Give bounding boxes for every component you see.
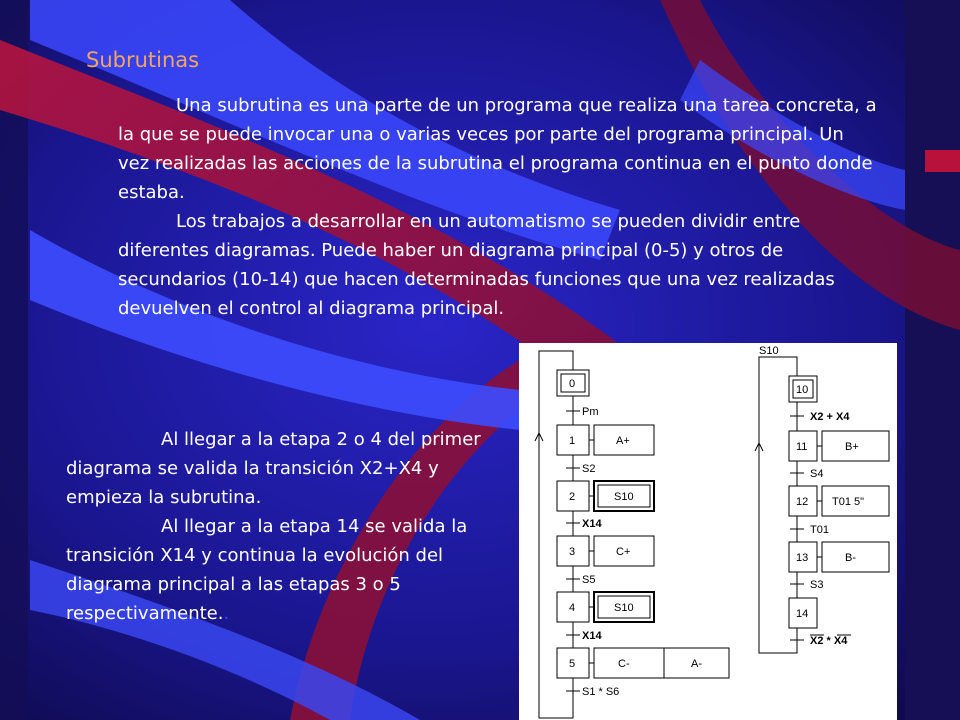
transition-t01: T01 [810,524,829,536]
action-label-s10-2: S10 [614,602,634,614]
transition-x14-1: X14 [582,518,602,530]
right-stripe [905,0,960,720]
step-label-5: 5 [569,658,576,670]
step-label-13: 13 [796,552,809,564]
step-label-1: 1 [569,435,576,447]
action-label-b-plus: B+ [845,441,859,453]
transition-not-x2-x4: X2 * X4 [810,635,848,647]
action-label-c-plus: C+ [616,546,631,558]
action-label-t01: T01 5" [832,496,865,508]
explanation-sentence-1: Al llegar a la etapa 2 o 4 del primer diagrama se valida la transición X2+X4 y empieza la subrutina. [66,429,481,508]
transition-s1-s6: S1 * S6 [582,686,620,698]
transition-s2: S2 [582,463,596,475]
intro-sentence-1: Una subrutina es una parte de un programa que realiza una tarea concreta, a la que se puede invocar una o varias veces por parte del programa principal. Un vez realizadas las acciones de la subrutina el programa continua en el punto donde estaba. [118,95,877,203]
step-label-11: 11 [796,441,808,453]
transition-s3: S3 [810,579,824,591]
trailing-dot: . [223,603,230,624]
transition-pm: Pm [582,406,599,418]
grafcet-diagram [519,343,897,720]
action-label-c-minus: C- [618,658,630,670]
step-label-3: 3 [569,546,576,558]
step-label-10: 10 [796,384,809,396]
action-label-b-minus: B- [845,552,856,564]
step-label-4: 4 [569,602,576,614]
action-label-a-minus: A- [691,658,702,670]
action-label-a-plus: A+ [616,435,630,447]
transition-x14-2: X14 [582,630,602,642]
step-label-2: 2 [569,491,576,503]
red-tab [925,150,960,172]
transition-s5: S5 [582,574,596,586]
intro-paragraph [118,91,878,323]
intro-sentence-2: Los trabajos a desarrollar en un automatismo se pueden dividir entre diferentes diagramas. Puede haber un diagrama principal (0-5) y otros de secundarios (10-14) que hacen determinadas funciones que una vez realizadas devuelven el control al diagrama principal. [118,211,835,319]
explanation-paragraph [66,425,506,628]
transition-s4: S4 [810,468,824,480]
action-label-s10-1: S10 [614,491,634,503]
slide-title: Subrutinas [86,48,200,72]
transition-x2-x4: X2 + X4 [810,411,850,423]
explanation-sentence-2: Al llegar a la etapa 14 se valida la transición X14 y continua la evolución del diagrama principal a las etapas 3 o 5 respectivamente. [66,516,468,624]
step-label-14: 14 [796,608,809,620]
step-label-0: 0 [569,378,576,390]
step-label-12: 12 [796,496,809,508]
sub-diagram-label: S10 [759,345,779,357]
